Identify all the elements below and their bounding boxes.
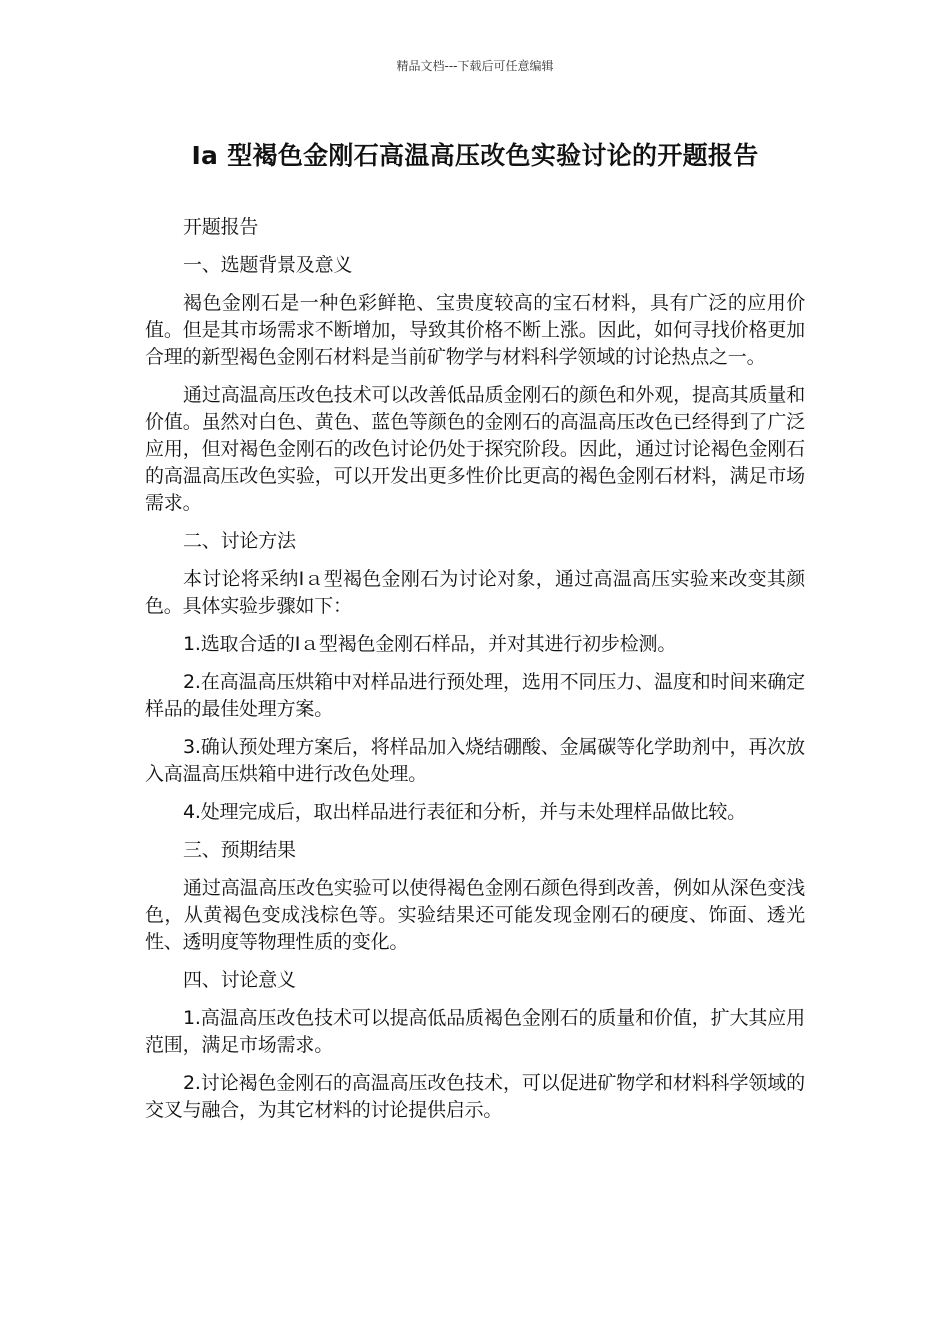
list-item: 3.确认预处理方案后，将样品加入烧结硼酸、金属碳等化学助剂中，再次放入高温高压烘箱中进行改色处理。 xyxy=(145,736,805,785)
body-paragraph: 通过高温高压改色技术可以改善低品质金刚石的颜色和外观，提高其质量和价值。虽然对白色、黄色、蓝色等颜色的金刚石的高温高压改色已经得到了广泛应用，但对褐色金刚石的改色讨论仍处于探究阶段。因此，通过讨论褐色金刚石的高温高压改色实验，可以开发出更多性价比更高的褐色金刚石材料，满足市场需求。 xyxy=(145,384,805,514)
section-heading: 四、讨论意义 xyxy=(183,969,296,991)
list-item: 2.在高温高压烘箱中对样品进行预处理，选用不同压力、温度和时间来确定样品的最佳处理方案。 xyxy=(145,671,805,720)
body-paragraph: 本讨论将采纳Ⅰａ型褐色金刚石为讨论对象，通过高温高压实验来改变其颜色。具体实验步骤如下： xyxy=(145,568,805,617)
section-heading: 三、预期结果 xyxy=(183,839,296,861)
section-heading: 二、讨论方法 xyxy=(183,530,296,552)
document-title: Ⅰa 型褐色金刚石高温高压改色实验讨论的开题报告 xyxy=(191,141,759,170)
list-item: 2.讨论褐色金刚石的高温高压改色技术，可以促进矿物学和材料科学领域的交叉与融合，为其它材料的讨论提供启示。 xyxy=(145,1072,805,1121)
document-body xyxy=(145,214,805,1135)
body-paragraph: 褐色金刚石是一种色彩鲜艳、宝贵度较高的宝石材料，具有广泛的应用价值。但是其市场需求不断增加，导致其价格不断上涨。因此，如何寻找价格更加合理的新型褐色金刚石材料是当前矿物学与材料科学领域的讨论热点之一。 xyxy=(145,292,805,368)
list-item: 1.选取合适的Ⅰａ型褐色金刚石样品，并对其进行初步检测。 xyxy=(183,633,677,655)
section-label: 开题报告 xyxy=(183,216,259,238)
list-item: 4.处理完成后，取出样品进行表征和分析，并与未处理样品做比较。 xyxy=(183,801,746,823)
header-note: 精品文档---下载后可任意编辑 xyxy=(396,59,554,73)
body-paragraph: 通过高温高压改色实验可以使得褐色金刚石颜色得到改善，例如从深色变浅色，从黄褐色变成浅棕色等。实验结果还可能发现金刚石的硬度、饰面、透光性、透明度等物理性质的变化。 xyxy=(145,877,805,953)
section-heading: 一、选题背景及意义 xyxy=(183,254,353,276)
list-item: 1.高温高压改色技术可以提高低品质褐色金刚石的质量和价值，扩大其应用范围，满足市场需求。 xyxy=(145,1007,805,1056)
